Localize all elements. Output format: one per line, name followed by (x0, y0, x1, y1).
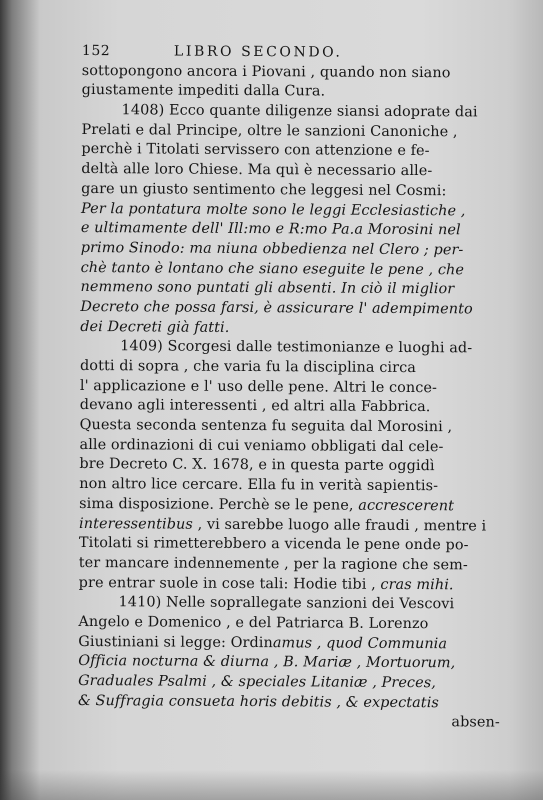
running-header (82, 42, 522, 64)
text-line: Titolati si rimetterebbero a vicenda le pene onde po- (78, 535, 469, 554)
text-line: Officia nocturna & diurna , B. Mariæ , Mortuorum, (78, 653, 456, 672)
latin-phrase: cras mihi. (375, 576, 454, 593)
text-line: 1408) Ecco quante diligenze siansi adoprate dai (121, 102, 478, 121)
text-line: Per la pontatura molte sono le leggi Ecclesiastiche , (80, 200, 466, 219)
text-line: nemmeno sono puntati gli absenti. In ciò il miglior (80, 279, 455, 298)
latin-phrase: amus , quod Communia (272, 634, 448, 652)
text-line: non altro lice cercare. Ella fu in verità sapientis- (79, 476, 439, 495)
text-line: chè tanto è lontano che siano eseguite le pene , che (80, 259, 465, 278)
text-line: devano agli interessenti , ed altri alla Fabbrica. (79, 397, 431, 416)
text-line: 1410) Nelle soprallegate sanzioni dei Vescovi (118, 594, 455, 613)
latin-phrase: accrescerent (358, 497, 455, 515)
latin-phrase: interessentibus (79, 515, 193, 533)
text-line: interessentibus , vi sarebbe luogo alle fraudi , mentre i (79, 515, 487, 534)
text-line: Graduales Psalmi , & speciales Litaniæ , Preces, (78, 672, 436, 692)
text-line: Angelo e Domenico , e del Patriarca B. Lorenzo (78, 613, 429, 633)
text-line: Decreto che possa farsi, è assicurare l' adempimento (80, 298, 473, 318)
text-line: 1409) Scorgesi dalle testimonianze e luoghi ad- (120, 338, 473, 357)
text-line: Questa seconda sentenza fu seguita dal Morosini , (79, 417, 453, 436)
text-line: Giustiniani si legge: Ordinamus , quod Communia (78, 633, 448, 652)
text-line: deltà alle loro Chiese. Ma quì è necessario alle- (81, 161, 433, 180)
text-line: primo Sinodo: ma niuna obbedienza nel Clero ; per- (80, 239, 464, 259)
text-line: gare un giusto sentimento che leggesi nel Cosmi: (81, 180, 447, 200)
text-line: perchè i Titolati servissero con attenzione e fe- (81, 141, 430, 160)
page-number: 152 (81, 42, 111, 60)
text-line: giustamente impediti dalla Cura. (81, 82, 326, 100)
text-line: Prelati e dal Principe, oltre le sanzioni Canoniche , (81, 121, 458, 141)
page-shadow (0, 770, 543, 800)
text-line: & Suffragia consueta horis debitis , & expectatis (77, 692, 439, 711)
text-line: dei Decreti già fatti. (80, 318, 230, 336)
text-line: bre Decreto C. X. 1678, e in questa parte oggidì (79, 456, 435, 475)
text-line: l' applicazione e l' uso delle pene. Altri le conce- (79, 377, 438, 396)
body-text (78, 62, 522, 714)
text-line: dotti di sopra , che varia fu la disciplina circa (79, 357, 416, 377)
text-line: pre entrar suole in cose tali: Hodie tibi , cras mihi. (78, 574, 454, 593)
text-line: sottopongono ancora i Piovani , quando non siano (81, 62, 451, 81)
text-line: alle ordinazioni di cui veniamo obbligati dal cele- (79, 436, 444, 455)
running-title: LIBRO SECONDO. (173, 43, 343, 61)
catchword: absen- (451, 714, 500, 731)
text-line: sima disposizione. Perchè se le pene, accrescerent (79, 495, 455, 515)
page-text (78, 42, 522, 734)
text-line: e ultimamente dell' Ill:mo e R:mo Pa.a Morosini nel (80, 220, 461, 239)
text-line: ter mancare indennemente , per la ragione che sem- (78, 554, 468, 574)
